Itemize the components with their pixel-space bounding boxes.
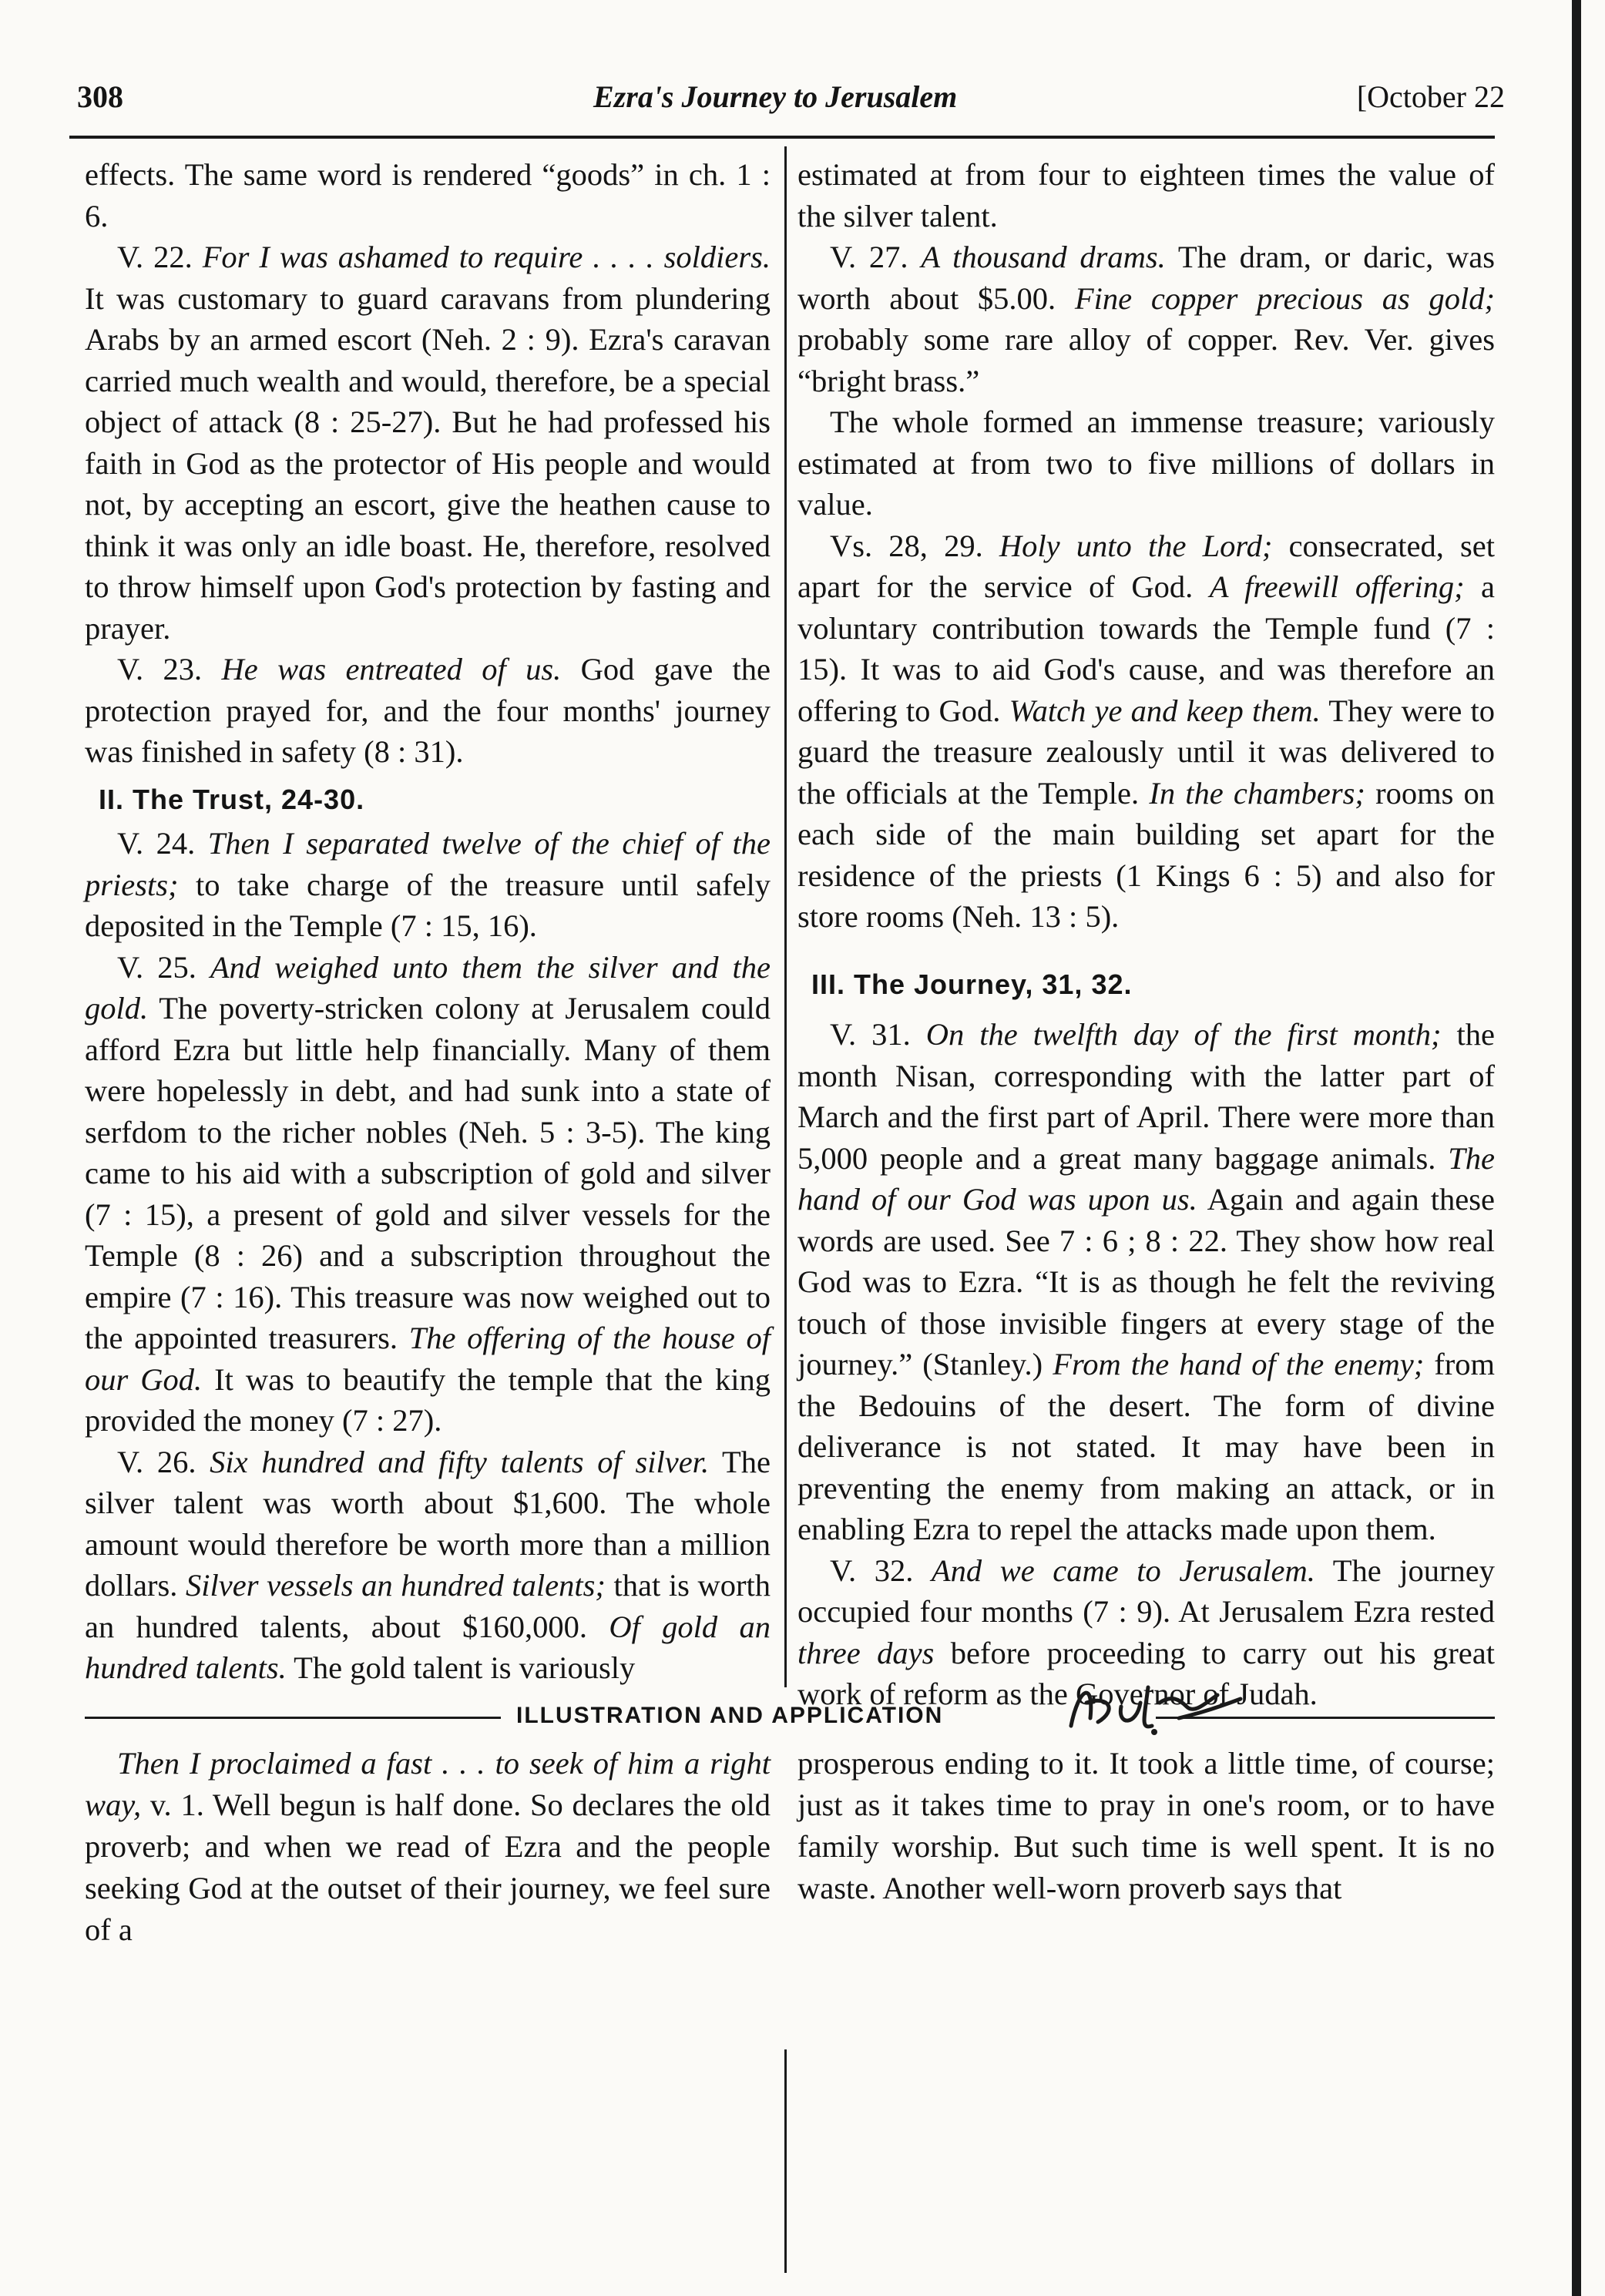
verse-quote: Silver vessels an hundred talents; — [185, 1568, 606, 1603]
commentary: The journey occupied four months (7 : 9). At Jerusalem Ezra rested — [797, 1552, 1495, 1629]
commentary: a voluntary contribution towards the Temple fund (7 : 15). It was to aid God's cause, and was therefore an offering to God. — [797, 569, 1496, 728]
verse-quote: Then I proclaimed a fast . . . to seek of him a right way, — [85, 1746, 771, 1822]
running-title: Ezra's Journey to Jerusalem — [593, 79, 958, 114]
verse-quote: Holy unto the Lord; — [999, 528, 1273, 563]
commentary: from the Bedouins of the desert. The form of divine deliverance is not stated. It may have been in preventing the enemy from making an attack, or in enabling Ezra to repel the attacks made upon them. — [797, 1347, 1495, 1546]
section-heading-trust: II. The Trust, 24-30. — [99, 783, 365, 815]
verse-quote: In the chambers; — [1149, 775, 1365, 811]
commentary: rooms on each side of the main building set apart for the residence of the priests (1 Kings 6 : 5) and also for store rooms (Neh. 13 : 5). — [797, 775, 1496, 934]
header-date: [October 22 — [1356, 79, 1505, 114]
verse-quote: The hand of our God was upon us. — [797, 1140, 1496, 1217]
commentary: It was to beautify the temple that the king provided the money (7 : 27). — [85, 1361, 771, 1438]
verse-quote: On the twelfth day of the first month; — [925, 1017, 1442, 1052]
handwritten-signature — [1063, 1672, 1248, 1741]
verse-quote: Fine copper precious as gold; — [1074, 280, 1496, 316]
section-heading-journey: III. The Journey, 31, 32. — [811, 968, 1133, 1000]
column-divider — [784, 146, 787, 1687]
paragraph-v23 — [85, 649, 771, 773]
heading-rule-left — [85, 1717, 501, 1719]
right-column — [797, 154, 1495, 1715]
verse-quote: A thousand drams. — [921, 240, 1166, 274]
verse-quote: Of gold an hundred talents. — [85, 1609, 771, 1685]
paragraph-v28-29 — [797, 525, 1495, 938]
paragraph-v26 — [85, 1442, 771, 1689]
verse-ref: V. 23. — [117, 652, 203, 686]
commentary: the month Nisan, corresponding with the latter part of March and the first part of April. There were more than 5,000 people and a great many baggage animals. — [797, 1017, 1496, 1176]
paragraph: The whole formed an immense treasure; variously estimated at from two to five millions of dollars in value. — [797, 404, 1495, 522]
paragraph — [85, 1743, 771, 1951]
verse-ref: V. 22. — [117, 240, 193, 274]
header-rule — [69, 136, 1495, 139]
left-column — [85, 154, 771, 1689]
paragraph-v27 — [797, 237, 1495, 401]
page-edge-shadow — [1572, 0, 1581, 2296]
illustration-right-column — [797, 1743, 1495, 1909]
commentary: v. 1. Well begun is half done. So declares the old proverb; and when we read of Ezra and the people seeking God at the outset of their journey, we feel sure of a — [85, 1787, 771, 1947]
verse-ref: Vs. 28, 29. — [830, 528, 983, 563]
paragraph: effects. The same word is rendered “goods” in ch. 1 : 6. — [85, 157, 771, 233]
paragraph: prosperous ending to it. It took a little time, of course; just as it takes time to pray in one's room, or to have family worship. But such time is well spent. It is no waste. Another well-worn proverb says that — [797, 1746, 1495, 1905]
verse-quote: From the hand of the enemy; — [1053, 1347, 1425, 1381]
paragraph-v22 — [85, 237, 771, 649]
verse-quote: Watch ye and keep them. — [1009, 693, 1321, 728]
verse-quote: He was entreated of us. — [221, 652, 562, 686]
illustration-heading: ILLUSTRATION AND APPLICATION — [516, 1703, 944, 1728]
verse-quote: A freewill offering; — [1209, 569, 1465, 604]
paragraph-v31 — [797, 1014, 1495, 1550]
verse-ref: V. 27. — [830, 240, 908, 274]
commentary: to take charge of the treasure until safely deposited in the Temple (7 : 15, 16). — [85, 867, 771, 943]
verse-quote: Then I separated twelve of the chief of the priests; — [85, 826, 771, 902]
verse-ref: V. 24. — [117, 826, 196, 861]
page-number: 308 — [77, 79, 123, 114]
commentary: that is worth an hundred talents, about $160,000. — [85, 1568, 771, 1644]
verse-quote: For I was ashamed to require . . . . soldiers. — [202, 240, 771, 274]
verse-quote: The offering of the house of our God. — [85, 1321, 771, 1397]
commentary: probably some rare alloy of copper. Rev. Ver. gives “bright brass.” — [797, 322, 1495, 398]
verse-ref: V. 31. — [830, 1017, 911, 1052]
paragraph: estimated at from four to eighteen times the value of the silver talent. — [797, 157, 1495, 233]
commentary: Again and again these words are used. See 7 : 6 ; 8 : 22. They show how real God was to Ezra. “It is as though he felt the reviving touch of those invisible fingers at every stage of the journey.” (Stanley.) — [797, 1182, 1496, 1381]
verse-quote: Six hundred and fifty talents of silver. — [210, 1444, 710, 1479]
verse-ref: V. 32. — [830, 1552, 914, 1588]
commentary: The silver talent was worth about $1,600. The whole amount would therefore be worth more than a million dollars. — [85, 1444, 771, 1603]
verse-quote: three days — [797, 1635, 935, 1670]
commentary: God gave the protection prayed for, and the four months' journey was finished in safety (8 : 31). — [85, 652, 771, 769]
paragraph-v25 — [85, 947, 771, 1442]
verse-quote: And we came to Jerusalem. — [931, 1552, 1315, 1588]
commentary: The poverty-stricken colony at Jerusalem could afford Ezra but little help financially. Many of them were hopelessly in debt, and had sunk into a state of serfdom to the richer nobles (Neh. 5 : 3-5). The king came to his aid with a subscription of gold and silver (7 : 15), a present of gold and silver vessels for the Temple (8 : 26) and a subscription throughout the empire (7 : 16). This treasure was now weighed out to the appointed treasurers. — [85, 991, 771, 1355]
verse-ref: V. 26. — [117, 1444, 196, 1479]
commentary: They were to guard the treasure zealously until it was delivered to the officials at the Temple. — [797, 693, 1496, 811]
commentary: It was customary to guard caravans from plundering Arabs by an armed escort (Neh. 2 : 9). Ezra's caravan carried much wealth and would, therefore, be a special object of attack (8 : 25-27). But he had professed his faith in God as the protector of His people and would not, by accepting an escort, give the heathen cause to think it was only an idle boast. He, therefore, resolved to throw himself upon God's protection by fasting and prayer. — [85, 280, 771, 646]
paragraph-v24 — [85, 823, 771, 947]
commentary: The gold talent is variously — [294, 1650, 636, 1685]
verse-quote: And weighed unto them the silver and the gold. — [85, 949, 771, 1025]
commentary: before proceeding to carry out his great work of reform as the Governor of Judah. — [797, 1635, 1496, 1711]
commentary: consecrated, set apart for the service of God. — [797, 528, 1495, 604]
column-divider-lower — [784, 2049, 787, 2273]
illustration-left-column — [85, 1743, 771, 1951]
verse-ref: V. 25. — [117, 949, 196, 985]
commentary: The dram, or daric, was worth about $5.00. — [797, 240, 1496, 316]
